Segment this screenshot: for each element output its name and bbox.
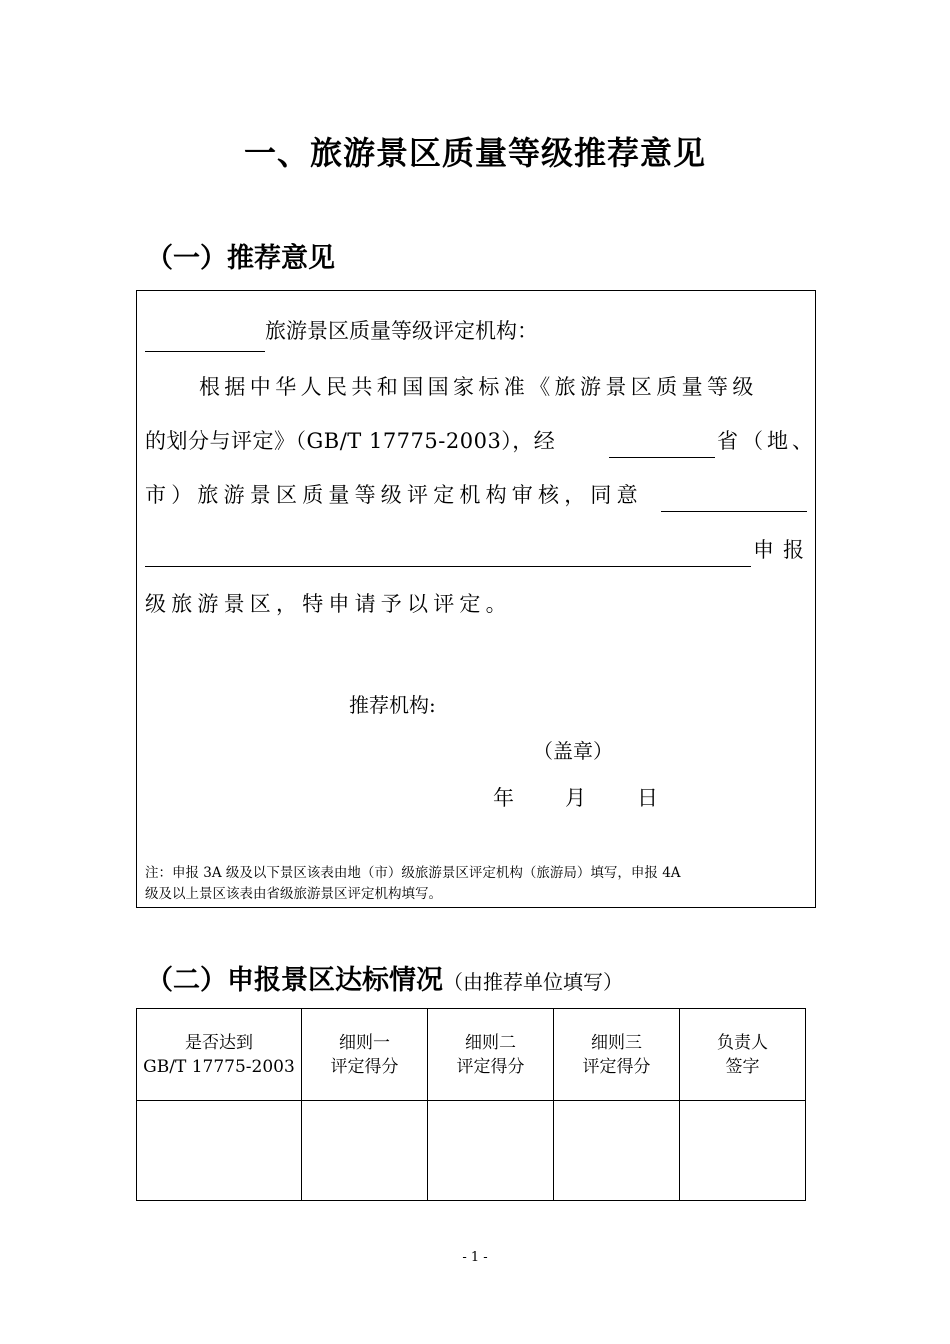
cell-rule3-score[interactable] <box>554 1101 680 1201</box>
province-blank[interactable] <box>609 457 715 458</box>
section2-heading-text: （二）申报景区达标情况 <box>146 965 443 996</box>
col-header-rule3: 细则三 评定得分 <box>554 1009 680 1101</box>
footnote-line-1: 注：申报 3A 级及以下景区该表由地（市）级旅游景区评定机构（旅游局）填写，申报 4A <box>145 865 681 881</box>
section-heading-recommendation: （一）推荐意见 <box>146 243 335 274</box>
recommending-org-label: 推荐机构: <box>349 693 436 717</box>
page-number: - 1 - <box>462 1250 488 1265</box>
section-heading-compliance <box>146 958 623 997</box>
table-header-row <box>137 1009 806 1101</box>
cell-standard-met[interactable] <box>137 1101 302 1201</box>
page-title: 一、旅游景区质量等级推荐意见 <box>243 134 706 172</box>
section2-subheading: （由推荐单位填写） <box>443 970 623 994</box>
footnote-line-2: 级及以上景区该表由省级旅游景区评定机构填写。 <box>145 886 442 902</box>
cell-rule2-score[interactable] <box>428 1101 554 1201</box>
body-line-1: 根据中华人民共和国国家标准《旅游景区质量等级 <box>199 375 758 399</box>
compliance-table <box>136 1008 806 1201</box>
date-day: 日 <box>637 786 658 810</box>
col-header-rule2: 细则二 评定得分 <box>428 1009 554 1101</box>
seal-label: （盖章） <box>533 739 613 763</box>
cell-rule1-score[interactable] <box>302 1101 428 1201</box>
body-line-4-tail: 申报 <box>753 538 813 562</box>
col-header-standard: 是否达到 GB/T 17775-2003 <box>137 1009 302 1101</box>
table-row <box>137 1101 806 1201</box>
col-header-rule1: 细则一 评定得分 <box>302 1009 428 1101</box>
col-header-signature: 负责人 签字 <box>680 1009 806 1101</box>
addressee-text: 旅游景区质量等级评定机构： <box>265 319 538 343</box>
scenic-name-blank-1[interactable] <box>661 511 807 512</box>
body-line-5: 级旅游景区，特申请予以评定。 <box>145 592 512 616</box>
recommendation-box <box>136 290 816 908</box>
date-year: 年 <box>493 786 514 810</box>
body-line-2a: 的划分与评定》（GB/T 17775-2003），经 <box>145 429 556 453</box>
scenic-name-blank-2[interactable] <box>145 566 751 567</box>
institution-blank[interactable] <box>145 351 265 352</box>
cell-signature[interactable] <box>680 1101 806 1201</box>
footnote <box>145 863 809 905</box>
date-month: 月 <box>565 786 586 810</box>
body-line-3: 市）旅游景区质量等级评定机构审核，同意 <box>145 483 643 507</box>
body-line-2b: 省（地、 <box>717 429 817 453</box>
